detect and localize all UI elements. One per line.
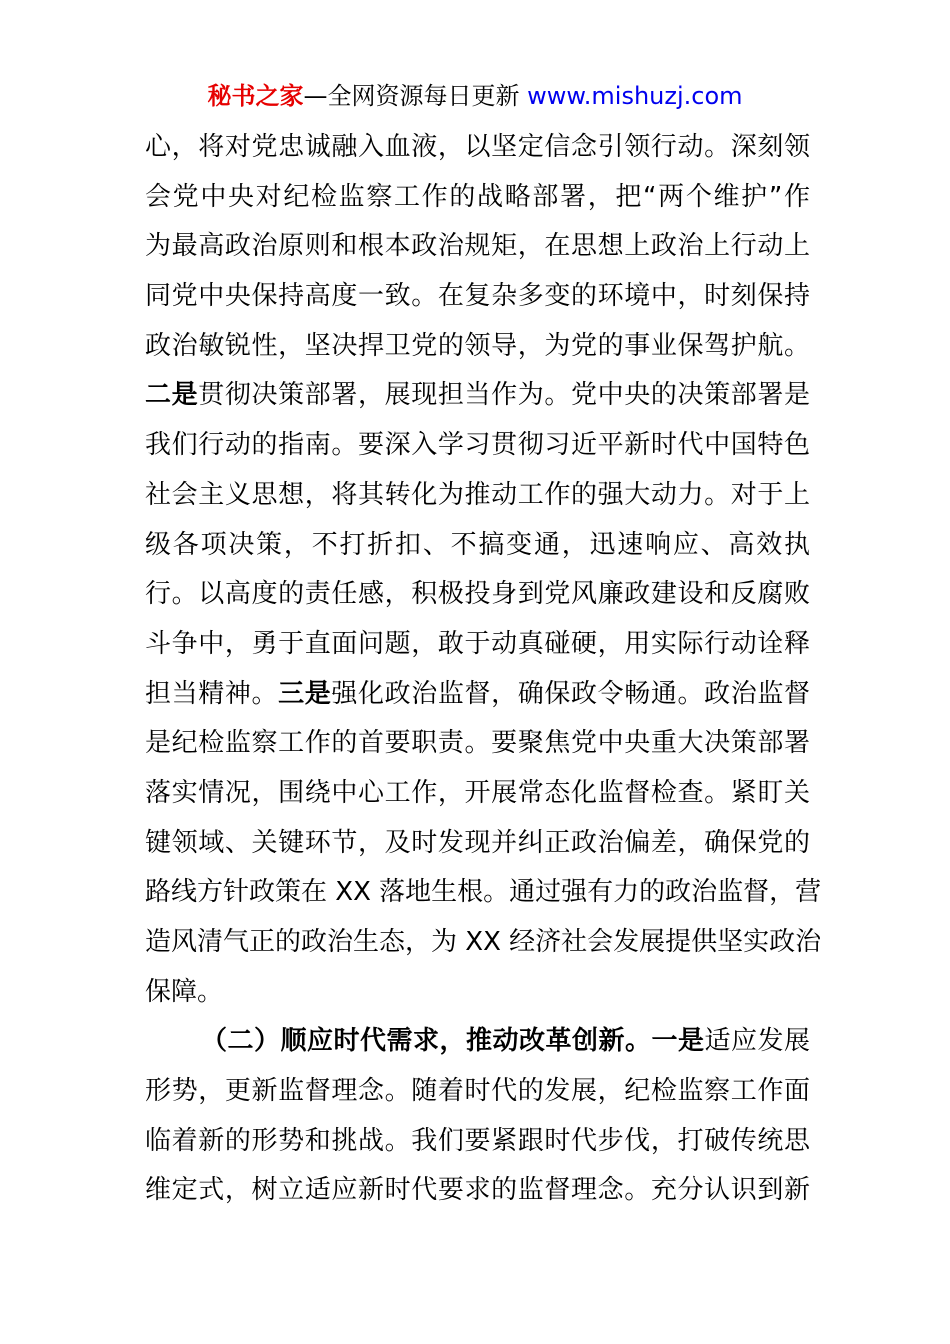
document-body: [145, 123, 822, 1216]
text-line: 保障。: [145, 976, 224, 1007]
header-url-link[interactable]: www.mishuzj.com: [527, 82, 743, 110]
header-tagline: —全网资源每日更新: [303, 82, 528, 110]
text-line: 路线方针政策在 XX 落地生根。通过强有力的政治监督，营: [145, 877, 822, 908]
text-line: 担当精神。三是强化政治监督，确保政令畅通。政治监督: [145, 678, 810, 709]
header-brand: 秘书之家: [207, 82, 304, 110]
text-line: 为最高政治原则和根本政治规矩，在思想上政治上行动上: [145, 231, 810, 262]
text-line: 行。以高度的责任感，积极投身到党风廉政建设和反腐败: [145, 579, 810, 610]
text-line: 斗争中，勇于直面问题，敢于动真碰硬，用实际行动诠释: [145, 628, 810, 659]
text-line: 政治敏锐性，坚决捍卫党的领导，为党的事业保驾护航。: [145, 330, 810, 361]
section-heading-line: （二）顺应时代需求，推动改革创新。一是适应发展: [201, 1026, 810, 1057]
bold-lead: 二是: [145, 380, 199, 411]
text-line: 同党中央保持高度一致。在复杂多变的环境中，时刻保持: [145, 281, 810, 312]
text-line: 落实情况，围绕中心工作，开展常态化监督检查。紧盯关: [145, 777, 810, 808]
text-line: 二是贯彻决策部署，展现担当作为。党中央的决策部署是: [145, 380, 810, 411]
text-line: 级各项决策，不打折扣、不搞变通，迅速响应、高效执: [145, 529, 810, 560]
section-heading: （二）顺应时代需求，推动改革创新。一是: [201, 1026, 705, 1057]
page-header: [0, 80, 950, 112]
text-line: 社会主义思想，将其转化为推动工作的强大动力。对于上: [145, 479, 810, 510]
bold-lead: 三是: [278, 678, 332, 709]
text-line: 我们行动的指南。要深入学习贯彻习近平新时代中国特色: [145, 430, 810, 461]
text-line: 会党中央对纪检监察工作的战略部署，把“两个维护”作: [145, 181, 810, 212]
text-line: 键领域、关键环节，及时发现并纠正政治偏差，确保党的: [145, 827, 810, 858]
text-line: 形势，更新监督理念。随着时代的发展，纪检监察工作面: [145, 1076, 810, 1107]
text-line: 临着新的形势和挑战。我们要紧跟时代步伐，打破传统思: [145, 1125, 810, 1156]
text-line: 是纪检监察工作的首要职责。要聚焦党中央重大决策部署: [145, 728, 810, 759]
text-line: 心，将对党忠诚融入血液，以坚定信念引领行动。深刻领: [145, 132, 810, 162]
text-line: 维定式，树立适应新时代要求的监督理念。充分认识到新: [145, 1175, 810, 1206]
text-line: 造风清气正的政治生态，为 XX 经济社会发展提供坚实政治: [145, 927, 822, 957]
